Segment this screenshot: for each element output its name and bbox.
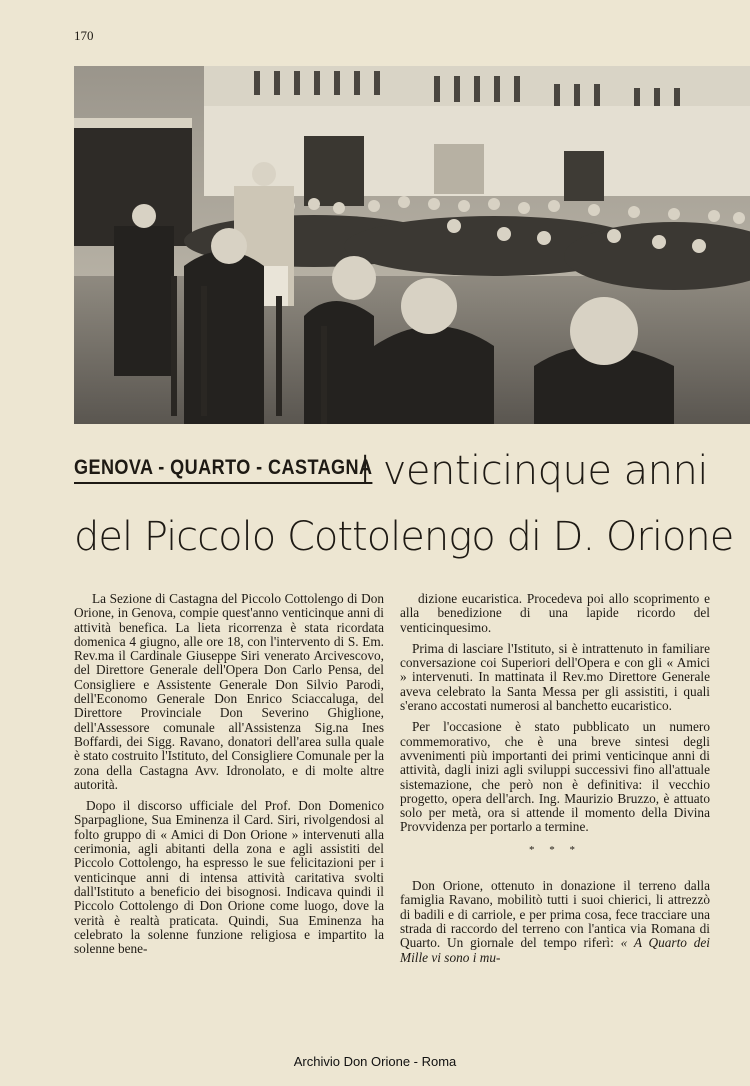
article-column-left [74,592,384,963]
paragraph: La Sezione di Castagna del Piccolo Cottolengo di Don Orione, in Genova, compie quest'anno venticinque anni di attività benefica. La lieta ricorrenza è stata ricordata domenica 4 giugno, alle ore 18, con l'intervento di S. Em. Rev.ma il Cardinale Giuseppe Siri venerato Arcivescovo, del Direttore Generale dell'Opera Don Carlo Pensa, del Consigliere e Assistente Generale Don Silvio Parodi, dell'Economo Generale Don Enrico Sciaccaluga, del Direttore Provinciale Don Severino Ghiglione, dell'Assessore comunale all'Assistenza Sig.na Ines Boffardi, dei Sigg. Ravano, donatori dell'area sulla quale è stato costruito l'Istituto, del Consigliere Comunale per la zona della Castagna Avv. Idronolato, e di molte altre autorità. [74,591,385,792]
ceremony-photo [74,66,750,424]
article-column-right [400,592,710,972]
article-kicker: GENOVA - QUARTO - CASTAGNA [74,456,372,484]
article-title-line1: I venticinque anni [359,448,708,494]
final-paragraph-quote: « A Quarto dei Mille vi sono i mu- [400,935,710,965]
final-paragraph-text: Don Orione, ottenuto in donazione il terreno dalla famiglia Ravano, mobilitò tutti i suoi chierici, li attrezzò di badili e di carriole, e per prima cosa, fece tracciare una strada di raccordo del terreno con l'antica via Romana di Quarto. Un giornale del tempo riferì: [400,878,710,951]
page-number: 170 [74,28,94,43]
paragraph-final [400,879,710,965]
paragraph: Prima di lasciare l'Istituto, si è intrattenuto in familiare conversazione coi Superiori dell'Opera e con gli « Amici » intervenuti. In mattinata il Rev.mo Direttore Generale aveva celebrato la Santa Messa per gli assistiti, i quali s'erano accostati numerosi al banchetto eucaristico. [400,640,710,714]
paragraph: Per l'occasione è stato pubblicato un numero commemorativo, che è una breve sintesi degli avvenimenti più importanti dei primi venticinque anni di attività, dagli inizi agli sviluppi successivi fino all'attuale sistemazione, che però non è definitiva: il vecchio progetto, opera dell'arch. Ing. Maurizio Bruzzo, è attuato solo per metà, ora si attende il momento della Divina Provvidenza per portarlo a termine. [400,719,710,835]
article-title-line2: del Piccolo Cottolengo di D. Orione [74,514,734,560]
paragraph: dizione eucaristica. Procedeva poi allo scoprimento e alla benedizione di una lapide ricordo del venticinquesimo. [400,591,710,635]
archive-footer: Archivio Don Orione - Roma [293,1054,457,1069]
paragraph: Dopo il discorso ufficiale del Prof. Don Domenico Sparpaglione, Sua Eminenza il Card. Siri, rivolgendosi al folto gruppo di « Amici di Don Orione » intervenuti alla cerimonia, agli abitanti della zona e agli assistiti del Piccolo Cottolengo, ha espresso le sue felicitazioni per i venticinque anni di intensa attività caritativa svolti dall'Istituto a beneficio dei bisognosi. Indicava quindi il Piccolo Cottolengo di Don Orione come luogo, dove la verità è realtà praticata. Quindi, Sua Eminenza ha celebrato la solenne funzione religiosa e impartito la solenne bene- [74,798,384,957]
section-separator: * * * [529,843,581,856]
